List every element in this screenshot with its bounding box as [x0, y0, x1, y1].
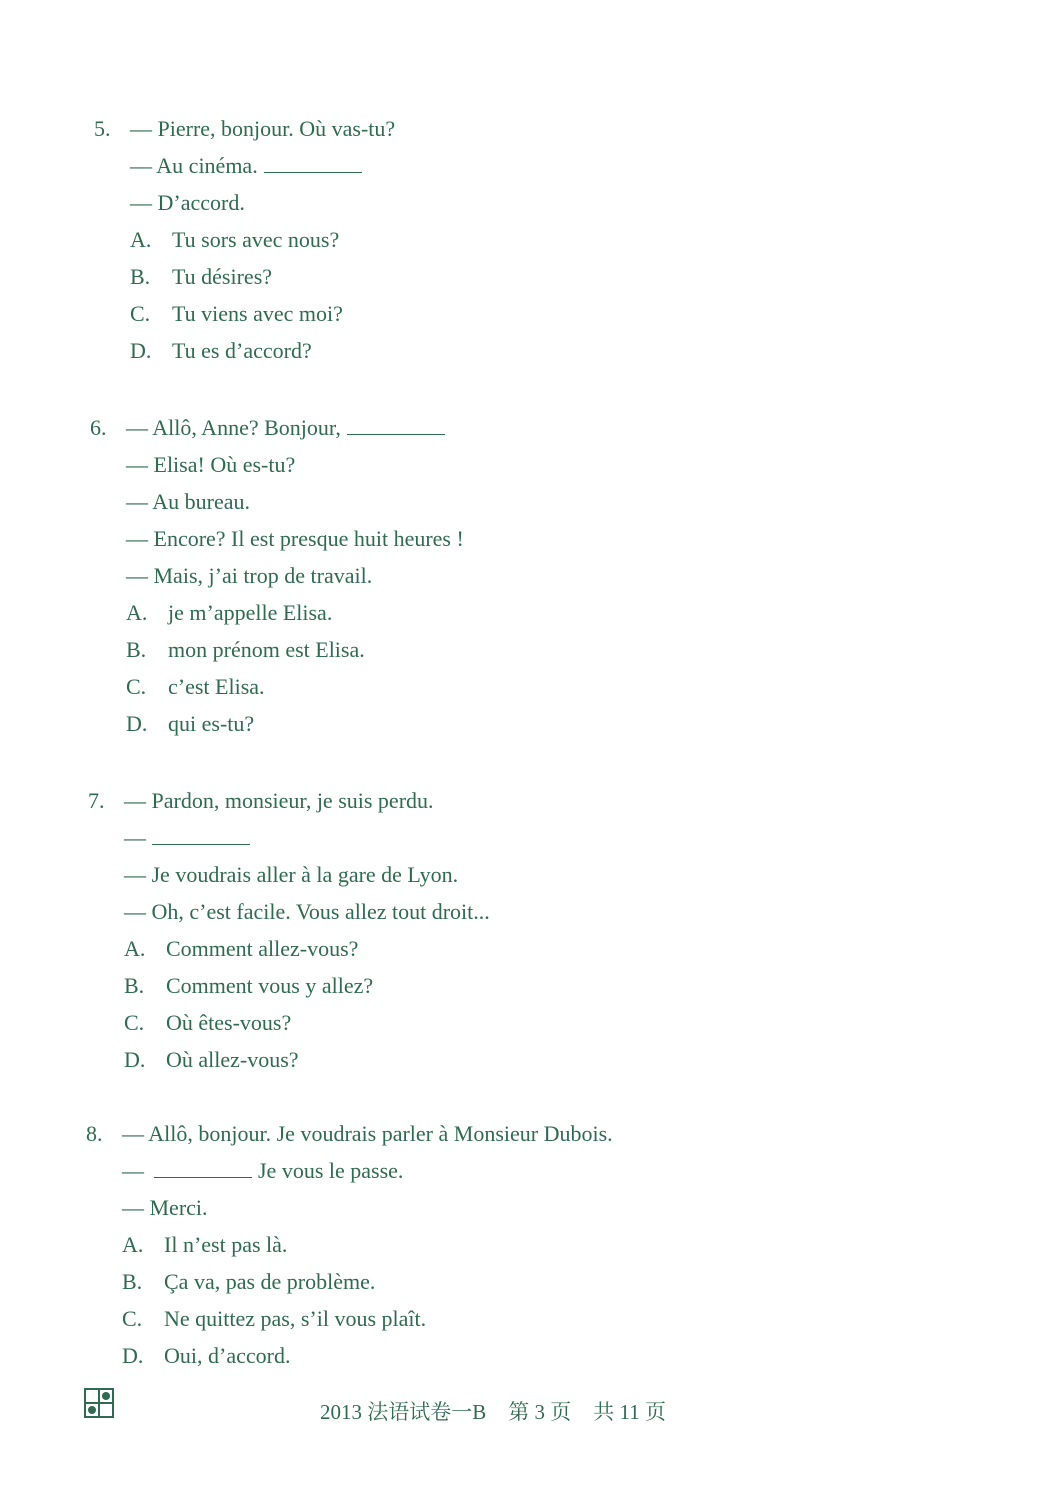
option-c: [88, 1004, 490, 1041]
page-footer: [320, 1396, 688, 1426]
option-letter: B.: [122, 1269, 143, 1294]
option-text: Où êtes-vous?: [166, 1010, 292, 1035]
dialogue-line: — Merci.: [122, 1195, 208, 1220]
option-text: je m’appelle Elisa.: [168, 600, 333, 625]
question-line: [94, 147, 395, 184]
option-b: [94, 258, 395, 295]
question-7: [88, 782, 490, 1078]
option-letter: C.: [130, 301, 151, 326]
dialogue-line: — D’accord.: [130, 190, 245, 215]
option-letter: D.: [122, 1343, 144, 1368]
page-number: 第 3 页: [508, 1400, 572, 1424]
dialogue-line: — Pardon, monsieur, je suis perdu.: [124, 788, 434, 813]
option-letter: C.: [126, 674, 147, 699]
option-d: [90, 705, 464, 742]
exam-title: 2013 法语试卷一B: [320, 1400, 487, 1424]
dialogue-line: — Encore? Il est presque huit heures !: [126, 526, 464, 551]
option-c: [94, 295, 395, 332]
question-number: 7.: [88, 788, 105, 813]
dialogue-line: —: [124, 825, 146, 850]
question-line: [86, 1152, 613, 1189]
dialogue-line: — Allô, Anne? Bonjour,: [126, 415, 341, 440]
option-b: [88, 967, 490, 1004]
option-text: Ne quittez pas, s’il vous plaît.: [164, 1306, 427, 1331]
option-text: mon prénom est Elisa.: [168, 637, 365, 662]
question-8: [86, 1115, 613, 1374]
option-text: Ça va, pas de problème.: [164, 1269, 376, 1294]
question-line: [90, 409, 464, 446]
question-number: 5.: [94, 116, 111, 141]
option-d: [94, 332, 395, 369]
option-text: Il n’est pas là.: [164, 1232, 288, 1257]
registration-mark-icon: [84, 1388, 114, 1418]
option-letter: C.: [124, 1010, 145, 1035]
option-text: Comment allez-vous?: [166, 936, 359, 961]
question-6: [90, 409, 464, 742]
page-total: 共 11 页: [593, 1400, 666, 1424]
answer-blank: [154, 1159, 252, 1178]
question-line: [94, 110, 395, 147]
option-letter: B.: [124, 973, 145, 998]
option-a: [90, 594, 464, 631]
dialogue-line-continuation: Je vous le passe.: [258, 1158, 404, 1183]
question-line: [86, 1115, 613, 1152]
option-text: Tu désires?: [172, 264, 273, 289]
answer-blank: [152, 826, 250, 845]
dialogue-line: — Au cinéma.: [130, 153, 258, 178]
question-line: [88, 819, 490, 856]
option-letter: A.: [126, 600, 148, 625]
option-c: [86, 1300, 613, 1337]
option-c: [90, 668, 464, 705]
option-a: [88, 930, 490, 967]
question-line: [86, 1189, 613, 1226]
option-text: c’est Elisa.: [168, 674, 265, 699]
answer-blank: [347, 416, 445, 435]
dialogue-line: — Au bureau.: [126, 489, 251, 514]
option-letter: C.: [122, 1306, 143, 1331]
option-text: Tu sors avec nous?: [172, 227, 340, 252]
option-text: Où allez-vous?: [166, 1047, 299, 1072]
option-text: qui es-tu?: [168, 711, 255, 736]
option-text: Tu es d’accord?: [172, 338, 312, 363]
dialogue-line: — Je voudrais aller à la gare de Lyon.: [124, 862, 459, 887]
option-a: [94, 221, 395, 258]
option-letter: A.: [122, 1232, 144, 1257]
option-text: Tu viens avec moi?: [172, 301, 343, 326]
question-number: 8.: [86, 1121, 103, 1146]
question-line: [90, 446, 464, 483]
option-d: [86, 1337, 613, 1374]
option-b: [90, 631, 464, 668]
dialogue-line: — Oh, c’est facile. Vous allez tout droit...: [124, 899, 490, 924]
option-a: [86, 1226, 613, 1263]
option-b: [86, 1263, 613, 1300]
dialogue-line: —: [122, 1158, 144, 1183]
option-letter: D.: [126, 711, 148, 736]
option-letter: A.: [124, 936, 146, 961]
option-d: [88, 1041, 490, 1078]
question-line: [90, 520, 464, 557]
question-number: 6.: [90, 415, 107, 440]
question-line: [88, 782, 490, 819]
option-letter: B.: [126, 637, 147, 662]
question-line: [88, 893, 490, 930]
dialogue-line: — Elisa! Où es-tu?: [126, 452, 296, 477]
dialogue-line: — Mais, j’ai trop de travail.: [126, 563, 373, 588]
option-letter: B.: [130, 264, 151, 289]
question-line: [90, 483, 464, 520]
question-5: [94, 110, 395, 369]
question-line: [90, 557, 464, 594]
option-letter: A.: [130, 227, 152, 252]
question-line: [94, 184, 395, 221]
answer-blank: [264, 154, 362, 173]
dialogue-line: — Allô, bonjour. Je voudrais parler à Monsieur Dubois.: [122, 1121, 613, 1146]
option-letter: D.: [130, 338, 152, 363]
option-letter: D.: [124, 1047, 146, 1072]
option-text: Comment vous y allez?: [166, 973, 374, 998]
option-text: Oui, d’accord.: [164, 1343, 291, 1368]
question-line: [88, 856, 490, 893]
dialogue-line: — Pierre, bonjour. Où vas-tu?: [130, 116, 396, 141]
